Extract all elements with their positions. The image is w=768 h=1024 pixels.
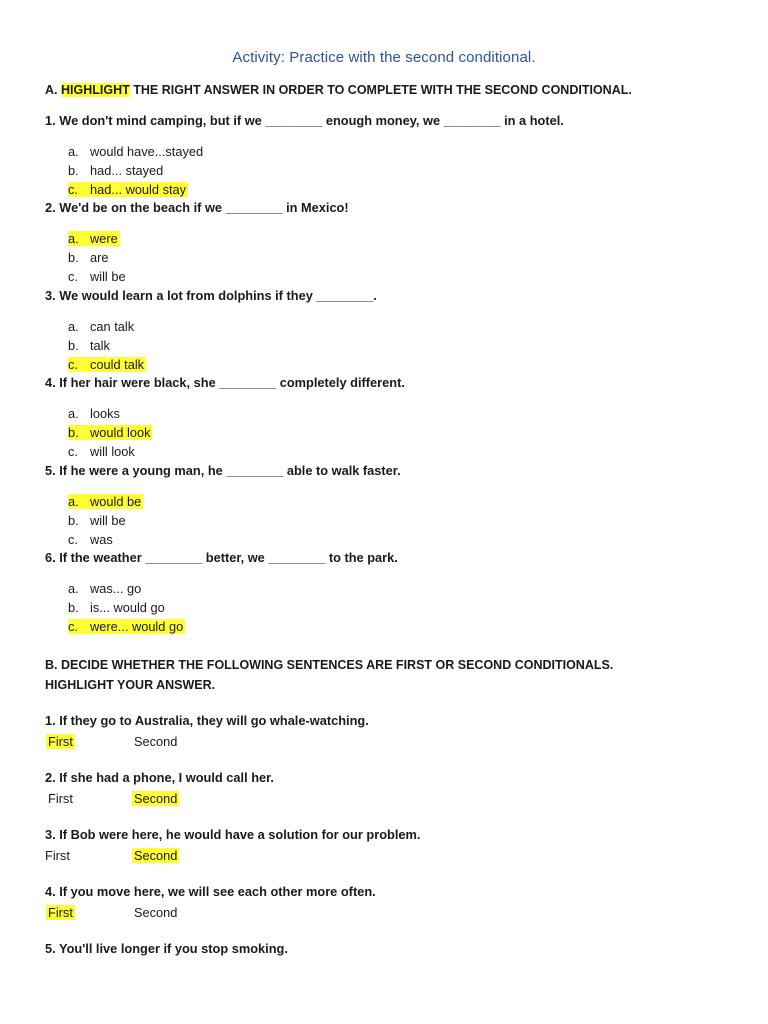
first-option[interactable]: First: [48, 905, 73, 920]
option-letter: b.: [68, 337, 79, 353]
option-4-b[interactable]: [68, 424, 152, 443]
option-4-c[interactable]: [68, 443, 152, 462]
section-a-prefix: A.: [45, 83, 58, 97]
option-2-a[interactable]: [68, 230, 128, 249]
question-2-options: [68, 230, 128, 286]
option-letter: b.: [68, 249, 79, 265]
option-letter: b.: [68, 512, 79, 528]
option-text: would look: [90, 424, 151, 440]
section-a-heading: [45, 80, 632, 100]
option-text: were... would go: [90, 618, 184, 634]
sentence-2: 2. If she had a phone, I would call her.: [45, 770, 274, 785]
option-letter: b.: [68, 599, 79, 615]
option-4-a[interactable]: [68, 405, 152, 424]
option-text: will be: [90, 512, 126, 528]
section-a-highlight-word: HIGHLIGHT: [60, 83, 130, 97]
option-3-a[interactable]: [68, 318, 146, 337]
option-text: was... go: [90, 581, 142, 596]
option-6-c[interactable]: [68, 618, 185, 637]
option-text: was: [90, 531, 113, 547]
option-letter: c.: [68, 618, 78, 634]
option-1-a[interactable]: [68, 143, 205, 162]
sentence-5: 5. You'll live longer if you stop smoking.: [45, 941, 288, 956]
option-letter: c.: [68, 443, 78, 459]
question-2: 2. We'd be on the beach if we ________ in Mexico!: [45, 200, 349, 215]
section-b-heading-line2: HIGHLIGHT YOUR ANSWER.: [45, 678, 216, 692]
option-letter: a.: [68, 144, 79, 159]
option-text: had... stayed: [90, 162, 164, 178]
option-letter: a.: [68, 581, 79, 596]
section-a-heading-rest: THE RIGHT ANSWER IN ORDER TO COMPLETE WITH THE SECOND CONDITIONAL.: [133, 83, 632, 97]
option-2-b[interactable]: [68, 249, 128, 268]
option-letter: a.: [68, 231, 79, 246]
sentence-1: 1. If they go to Australia, they will go whale-watching.: [45, 713, 369, 728]
option-2-c[interactable]: [68, 268, 128, 287]
question-6: 6. If the weather ________ better, we ________ to the park.: [45, 550, 398, 565]
option-text: are: [90, 249, 109, 265]
option-letter: c.: [68, 356, 78, 372]
option-text: talk: [90, 337, 110, 353]
option-text: is... would go: [90, 599, 165, 615]
question-3-options: [68, 318, 146, 374]
option-text: had... would stay: [90, 181, 187, 197]
option-letter: b.: [68, 424, 79, 440]
question-5-options: [68, 493, 143, 549]
section-b-heading: [45, 655, 613, 695]
section-b-heading-line1: B. DECIDE WHETHER THE FOLLOWING SENTENCES ARE FIRST OR SECOND CONDITIONALS.: [45, 658, 614, 672]
option-5-c[interactable]: [68, 531, 143, 550]
second-option[interactable]: Second: [134, 905, 178, 920]
second-option[interactable]: Second: [134, 734, 178, 749]
second-option[interactable]: Second: [134, 848, 178, 863]
option-text: looks: [90, 406, 120, 421]
option-letter: c.: [68, 268, 78, 284]
sentence-3: 3. If Bob were here, he would have a solution for our problem.: [45, 827, 421, 842]
option-1-b[interactable]: [68, 162, 205, 181]
option-letter: c.: [68, 181, 78, 197]
option-3-c[interactable]: [68, 356, 146, 375]
page-title: Activity: Practice with the second conditional.: [232, 49, 536, 66]
question-4: 4. If her hair were black, she ________ completely different.: [45, 375, 405, 390]
question-1-options: [68, 143, 205, 199]
question-5: 5. If he were a young man, he ________ able to walk faster.: [45, 463, 401, 478]
option-text: could talk: [90, 356, 145, 372]
option-3-b[interactable]: [68, 337, 146, 356]
option-6-a[interactable]: [68, 580, 185, 599]
option-6-b[interactable]: [68, 599, 185, 618]
option-5-a[interactable]: [68, 493, 143, 512]
option-letter: c.: [68, 531, 78, 547]
question-1: 1. We don't mind camping, but if we ________ enough money, we ________ in a hotel.: [45, 113, 564, 128]
first-option[interactable]: First: [48, 791, 73, 806]
option-text: can talk: [90, 319, 135, 334]
question-3: 3. We would learn a lot from dolphins if they ________.: [45, 288, 377, 303]
first-option[interactable]: First: [48, 734, 73, 749]
first-option[interactable]: First: [45, 848, 70, 863]
sentence-4: 4. If you move here, we will see each other more often.: [45, 884, 376, 899]
option-text: would be: [90, 494, 142, 509]
option-letter: a.: [68, 319, 79, 334]
question-6-options: [68, 580, 185, 636]
option-text: will be: [90, 268, 126, 284]
option-text: will look: [90, 443, 135, 459]
option-5-b[interactable]: [68, 512, 143, 531]
second-option[interactable]: Second: [134, 791, 178, 806]
option-letter: a.: [68, 494, 79, 509]
option-text: would have...stayed: [90, 144, 204, 159]
option-letter: a.: [68, 406, 79, 421]
option-letter: b.: [68, 162, 79, 178]
option-text: were: [90, 231, 118, 246]
option-1-c[interactable]: [68, 181, 205, 200]
question-4-options: [68, 405, 152, 461]
